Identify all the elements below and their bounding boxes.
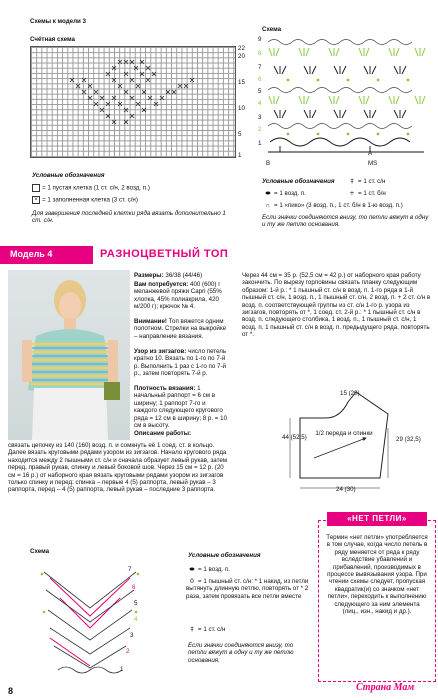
right-row-7: 7 bbox=[258, 64, 262, 71]
dim-15-20: 15 (20) bbox=[340, 390, 360, 397]
legend-chain: ⬬ = 1 возд. п. bbox=[262, 190, 306, 197]
scheme-title-right: Схема bbox=[262, 26, 282, 33]
legend-empty-cell: = 1 пустая клетка (1 ст. с/н, 2 возд. п.) bbox=[32, 184, 150, 192]
attention-block: Внимание! Топ вяжется одним полотном. Стрелки на выкройке – направление вязания. bbox=[134, 318, 227, 340]
double-crochet-icon: ‡ bbox=[350, 178, 354, 185]
dim-44-52: 44 (52,5) bbox=[282, 434, 307, 441]
right-row-5: 5 bbox=[258, 88, 262, 95]
zigzag-chart bbox=[30, 558, 180, 682]
row-number-10: 10 bbox=[238, 105, 245, 112]
single-crochet-icon: + bbox=[349, 190, 355, 197]
right-row-8: 8 bbox=[258, 50, 262, 57]
bottom-note: Если значки соединяются внизу, то петли вяжут в одну и ту же петлю основания. bbox=[188, 642, 294, 664]
row-number-5: 5 bbox=[238, 131, 242, 138]
no-loop-header: «НЕТ ПЕТЛИ» bbox=[327, 512, 427, 526]
row-number-20: 20 bbox=[238, 53, 245, 60]
legend-dc: ‡ = 1 ст. с/н bbox=[346, 178, 385, 185]
left-note: Для завершения последней клетки ряда вязать дополнительно 1 ст. с/н. bbox=[32, 210, 226, 225]
right-row-1: 1 bbox=[258, 140, 262, 147]
bottom-row-5: 5 bbox=[134, 600, 138, 607]
model-photo bbox=[8, 270, 130, 440]
yarn-block: Вам потребуется: 400 (600) г меланжевой пряжи Capri (55% хлопка, 45% полиакрила, 420 м/200 г); крючок № 4. bbox=[134, 281, 222, 311]
row-number-15: 15 bbox=[238, 79, 245, 86]
bottom-legend-title: Условные обозначения bbox=[188, 552, 261, 559]
bottom-row-7: 7 bbox=[128, 566, 132, 573]
pattern-block: Узор из зигзагов: число петель кратно 10. Вязать по 1-го по 7-й р. Выполнить 1 раз с 1-го по 7-й р., затем повторять 7-й р. bbox=[134, 348, 227, 378]
counting-chart-filled-cells bbox=[30, 46, 236, 158]
model-title: РАЗНОЦВЕТНЫЙ ТОП bbox=[100, 248, 229, 260]
model-illustration bbox=[8, 270, 130, 440]
bottom-scheme-title: Схема bbox=[30, 548, 50, 555]
legend-filled-cell: × = 1 заполненная клетка (3 ст. с/н) bbox=[32, 196, 138, 204]
dim-29-32: 29 (32,5) bbox=[396, 436, 421, 443]
sizes-block: Размеры: 36/38 (44/46) bbox=[134, 272, 203, 279]
puff-stitch-icon: 0 bbox=[190, 578, 194, 585]
bottom-legend-dc: ‡ = 1 ст. с/н bbox=[186, 626, 306, 633]
density-block: Плотность вязания: 1 начальный раппорт = 6 см в ширину; 1 раппорт 7-го и каждого следующего кругового ряда = 12 см в ширину; 8 р. = 10 см в высоту. bbox=[134, 385, 228, 430]
chain-stitch-icon: ⬬ bbox=[265, 190, 271, 197]
no-loop-text: Термин «нет петли» употребляется в том случае, когда число петель в ряду меняется от ряда к ряду вследствие убавлений и прибавлений, производимых в процессе вывязывания узора. При чтении схемы следует, пропуская квадратик(и) со значком «нет петли», переходить к выполнению следующего за ним элемента (лиц., изн., накид и др.). bbox=[326, 534, 428, 616]
right-row-2: 2 bbox=[258, 126, 262, 133]
schemes-title: Схемы к модели 3 bbox=[30, 18, 86, 25]
row-number-22: 22 bbox=[238, 45, 245, 52]
description-text-2: Через 44 см = 35 р. (52,5 см = 42 р.) от наборного края работу закончить. По вырезу горловины связать планку следующим образом: 1-й р.: * 1 пышный ст. с/н в возд. п. 1-го ряда в 1-й пышный ст. с/н, 1 возд. п., 1 пышный ст. с/н, 2 возд. п. + 2 ст. с/н в возд. п. соответствующей группы из ст. с/н 1-го р. узора из зигзагов, повторять от *, 1 соед. ст. 2-й р.: * 1 пышный ст. с/н в возд. п. следующего столбика, 1 возд. п., 1 пышный ст. с/н, 1 возд. п. 1 пышный ст. с/н в возд. п. предыдущего ряда, повторять от *. bbox=[242, 272, 431, 339]
chart-subtitle: Счётная схема bbox=[30, 36, 75, 43]
model-banner bbox=[0, 244, 438, 266]
label-ms: МS bbox=[368, 160, 378, 167]
legend-picot: ဂ = 1 «пико» (3 возд. п., 1 ст. б/н в 1-ю возд. п.) bbox=[262, 202, 403, 209]
filled-cell-icon: × bbox=[32, 196, 40, 204]
right-row-4: 4 bbox=[258, 100, 262, 107]
legend-sc: + = 1 ст. б/н bbox=[346, 190, 386, 197]
right-row-9: 9 bbox=[258, 36, 262, 43]
bottom-row-4: 4 bbox=[134, 616, 138, 623]
bottom-row-2: 2 bbox=[126, 648, 130, 655]
crochet-chart-right bbox=[258, 34, 434, 160]
empty-cell-icon bbox=[32, 184, 40, 192]
label-b: В bbox=[266, 160, 271, 167]
page-number: 8 bbox=[8, 686, 14, 696]
double-crochet-icon: ‡ bbox=[190, 626, 194, 633]
bottom-row-6: 6 bbox=[132, 584, 136, 591]
bottom-row-3: 3 bbox=[130, 632, 134, 639]
bottom-row-1: 1 bbox=[120, 666, 124, 673]
dim-24-30: 24 (30) bbox=[336, 486, 356, 493]
legend-title-right: Условные обозначения bbox=[262, 178, 335, 185]
bottom-legend-chain: ⬬ = 1 возд. п. bbox=[186, 566, 306, 573]
right-row-6: 6 bbox=[258, 76, 262, 83]
chain-stitch-icon: ⬬ bbox=[189, 566, 195, 573]
description-text: связать цепочку из 140 (160) возд. п. и сомкнуть её 1 соед. ст. в кольцо. Далее вязать круговыми рядами узором из зигзагов. Начало кругового ряда находится между 2 пышными ст. с/н и сначала образует левый рукав, затем перед, правый рукав, спинку и левый боковой шов. Через 15 см = 12 р. (20 см = 16 р.) от наборного края вязать круговыми рядами узором из зигзагов только спинку и перед: спинка – первые 4 (5) раппорта, левый рукав – 3 раппорта, перед – 4 (5) раппорта, левый рукав – последние 3 раппорта. bbox=[8, 442, 228, 494]
row-number-1: 1 bbox=[238, 152, 242, 159]
right-note: Если значки соединяются внизу, то петли вяжут в одну и ту же петлю основания. bbox=[262, 214, 429, 229]
dim-half-front-back: 1/2 переда и спинки bbox=[315, 430, 373, 437]
picot-icon: ဂ bbox=[266, 202, 270, 209]
bottom-legend-puff: 0 = 1 пышный ст. с/н: * 1 накид, из петли вытянуть длинную петлю, повторять от * 2 раза, затем провязать все петли вместе bbox=[186, 578, 309, 600]
model-number: Модель 4 bbox=[10, 249, 53, 259]
right-row-3: 3 bbox=[258, 114, 262, 121]
desc-label: Описание работы: bbox=[134, 430, 192, 437]
watermark: Страна Мам bbox=[356, 682, 415, 693]
legend-title-left: Условные обозначения bbox=[32, 172, 105, 179]
label-a: А bbox=[368, 150, 373, 157]
